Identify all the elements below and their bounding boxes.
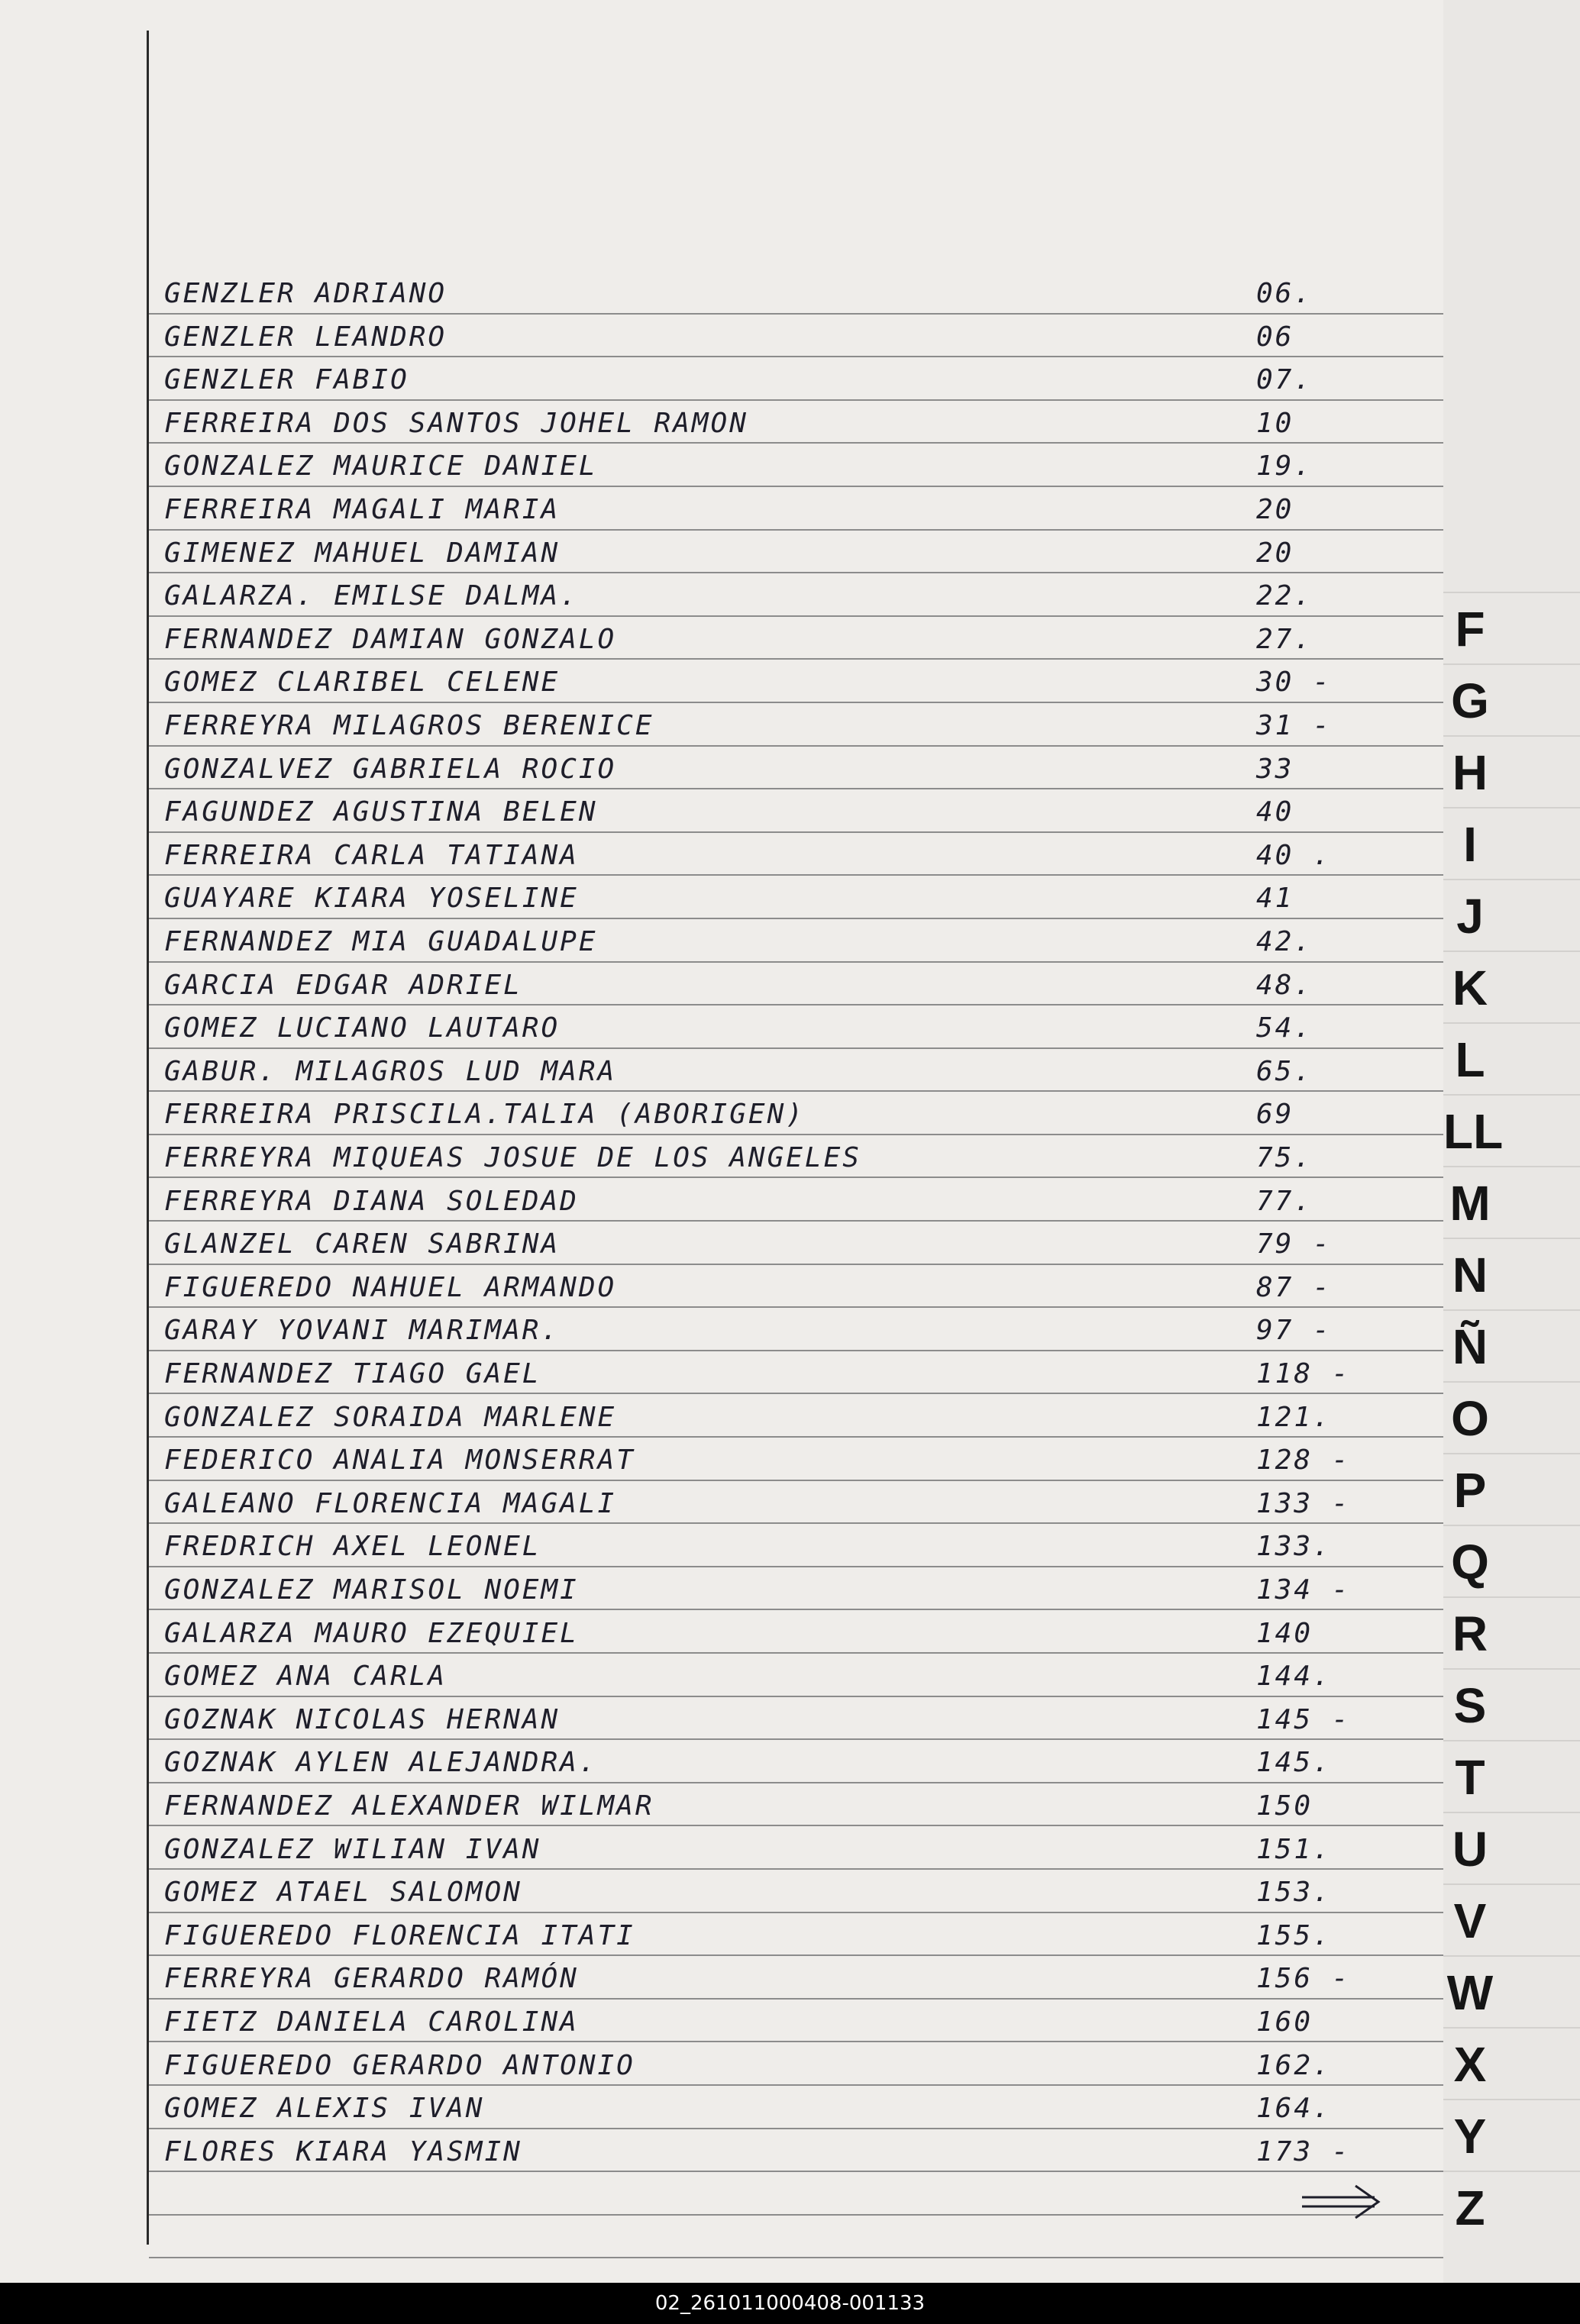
- alphabet-index: [1443, 592, 1580, 2237]
- entry-page-number: 69: [1256, 1099, 1294, 1131]
- entry-page-number: 06.: [1256, 278, 1313, 309]
- entry-name: GALARZA MAURO EZEQUIEL: [164, 1617, 579, 1649]
- entry-name: FERREYRA GERARDO RAMÓN: [164, 1963, 579, 1995]
- entry-name: GONZALEZ SORAIDA MARLENE: [164, 1401, 617, 1433]
- index-tab[interactable]: [1443, 1668, 1580, 1740]
- entry-page-number: 151.: [1256, 1833, 1332, 1865]
- entry-name: FIGUEREDO NAHUEL ARMANDO: [164, 1271, 617, 1303]
- list-item: [0, 617, 1443, 660]
- index-tab-letter: M: [1449, 1176, 1491, 1231]
- index-tab-letter: S: [1453, 1678, 1487, 1733]
- right-arrow-icon: [1298, 2182, 1382, 2220]
- scan-footer: [0, 2283, 1580, 2324]
- entry-page-number: 19.: [1256, 450, 1313, 483]
- list-item: [0, 1783, 1443, 1826]
- list-item: [0, 401, 1443, 444]
- index-tab[interactable]: [1443, 1238, 1580, 1309]
- list-item: [0, 1697, 1443, 1740]
- index-tab[interactable]: [1443, 2099, 1580, 2171]
- index-tab-letter: Y: [1453, 2109, 1487, 2164]
- entry-name: FREDRICH AXEL LEONEL: [164, 1531, 541, 1563]
- entry-name: GOMEZ ATAEL SALOMON: [164, 1877, 522, 1909]
- entry-name: GOMEZ CLARIBEL CELENE: [164, 667, 561, 699]
- index-tab[interactable]: [1443, 807, 1580, 879]
- entry-name: GENZLER LEANDRO: [164, 321, 448, 353]
- entry-name: GOMEZ LUCIANO LAUTARO: [164, 1012, 561, 1044]
- entry-name: GIMENEZ MAHUEL DAMIAN: [164, 537, 561, 569]
- index-tab-letter: X: [1453, 2037, 1487, 2092]
- entry-page-number: 140: [1256, 1617, 1313, 1649]
- entry-page-number: 134 -: [1256, 1574, 1351, 1606]
- list-item: [0, 357, 1443, 400]
- entry-name: FERREIRA MAGALI MARIA: [164, 494, 561, 525]
- entry-name: GALARZA. EMILSE DALMA.: [164, 580, 579, 612]
- entry-page-number: 118 -: [1256, 1358, 1351, 1390]
- index-tab[interactable]: [1443, 1812, 1580, 1883]
- entry-page-number: 27.: [1256, 623, 1313, 655]
- list-item: [0, 1567, 1443, 1610]
- index-tab[interactable]: [1443, 1883, 1580, 1955]
- list-item: [0, 789, 1443, 832]
- entry-name: GONZALEZ MAURICE DANIEL: [164, 450, 598, 483]
- list-item: [0, 1135, 1443, 1178]
- list-item: [0, 747, 1443, 789]
- entry-name: FERREYRA MILAGROS BERENICE: [164, 710, 654, 741]
- list-item: [0, 1308, 1443, 1351]
- entry-name: FERREYRA MIQUEAS JOSUE DE LOS ANGELES: [164, 1142, 861, 1173]
- entry-name: FIETZ DANIELA CAROLINA: [164, 2006, 579, 2038]
- list-item: [0, 2129, 1443, 2172]
- list-item: [0, 1005, 1443, 1048]
- index-tab[interactable]: [1443, 1022, 1580, 1094]
- index-tab-letter: Ñ: [1452, 1319, 1488, 1374]
- list-item: [0, 2000, 1443, 2042]
- entry-name: FERNANDEZ TIAGO GAEL: [164, 1358, 541, 1390]
- entry-page-number: 153.: [1256, 1877, 1332, 1909]
- index-tab-letter: J: [1456, 889, 1484, 944]
- index-tab-letter: K: [1452, 960, 1488, 1015]
- entry-name: FERREYRA DIANA SOLEDAD: [164, 1185, 579, 1217]
- entry-page-number: 22.: [1256, 580, 1313, 612]
- list-item: [0, 573, 1443, 616]
- list-item: [0, 833, 1443, 876]
- index-tab-letter: LL: [1443, 1104, 1504, 1159]
- entry-name: GONZALEZ MARISOL NOEMI: [164, 1574, 579, 1606]
- index-tab-letter: L: [1455, 1032, 1485, 1087]
- entry-page-number: 10: [1256, 407, 1294, 439]
- index-tab[interactable]: [1443, 1094, 1580, 1166]
- list-item: [0, 271, 1443, 314]
- index-tab-letter: U: [1452, 1822, 1488, 1877]
- index-tab-letter: N: [1452, 1248, 1488, 1302]
- index-tab-letter: F: [1455, 602, 1485, 657]
- entry-page-number: 173 -: [1256, 2135, 1351, 2167]
- index-tab[interactable]: [1443, 879, 1580, 951]
- list-item: [0, 1222, 1443, 1264]
- list-item: [0, 531, 1443, 573]
- entry-page-number: 48.: [1256, 969, 1313, 1001]
- entry-page-number: 87 -: [1256, 1271, 1332, 1303]
- list-item: [0, 1265, 1443, 1308]
- entry-page-number: 54.: [1256, 1012, 1313, 1044]
- entry-page-number: 07.: [1256, 364, 1313, 396]
- entry-page-number: 150: [1256, 1790, 1313, 1822]
- index-tab-letter: R: [1452, 1606, 1488, 1661]
- entry-name: GOZNAK NICOLAS HERNAN: [164, 1703, 561, 1735]
- entry-name: FIGUEREDO FLORENCIA ITATI: [164, 1919, 635, 1951]
- entry-page-number: 20: [1256, 537, 1294, 569]
- entry-page-number: 133.: [1256, 1531, 1332, 1563]
- list-item: [0, 703, 1443, 746]
- entry-name: FLORES KIARA YASMIN: [164, 2135, 522, 2167]
- index-tab[interactable]: [1443, 1740, 1580, 1812]
- index-tab-letter: T: [1455, 1750, 1485, 1805]
- index-tab-letter: I: [1463, 817, 1477, 872]
- entry-name: FEDERICO ANALIA MONSERRAT: [164, 1444, 635, 1477]
- entry-page-number: 79 -: [1256, 1228, 1332, 1260]
- entry-name: GENZLER ADRIANO: [164, 278, 448, 309]
- list-item: [0, 1179, 1443, 1222]
- entry-name: FERREIRA DOS SANTOS JOHEL RAMON: [164, 407, 748, 439]
- entry-page-number: 145 -: [1256, 1703, 1351, 1735]
- list-item: [0, 1740, 1443, 1783]
- index-tab-letter: Z: [1455, 2180, 1485, 2235]
- index-tab[interactable]: [1443, 1453, 1580, 1525]
- entry-page-number: 162.: [1256, 2049, 1332, 2081]
- index-tab-letter: Q: [1451, 1535, 1489, 1590]
- index-tab[interactable]: [1443, 951, 1580, 1022]
- index-tab[interactable]: [1443, 1309, 1580, 1381]
- list-item: [0, 1913, 1443, 1956]
- index-tab-letter: G: [1451, 673, 1489, 728]
- index-tab[interactable]: [1443, 1525, 1580, 1596]
- entry-name: GARAY YOVANI MARIMAR.: [164, 1315, 561, 1347]
- entry-name: GOMEZ ALEXIS IVAN: [164, 2093, 485, 2125]
- entry-name: GUAYARE KIARA YOSELINE: [164, 883, 579, 915]
- entry-name: FERNANDEZ DAMIAN GONZALO: [164, 623, 617, 655]
- index-tab-letter: O: [1451, 1391, 1489, 1446]
- list-item: [0, 1438, 1443, 1480]
- index-tab[interactable]: [1443, 663, 1580, 735]
- entry-name: GARCIA EDGAR ADRIEL: [164, 969, 522, 1001]
- index-tab-letter: P: [1453, 1463, 1487, 1518]
- index-tab[interactable]: [1443, 1596, 1580, 1668]
- entry-name: FERREIRA CARLA TATIANA: [164, 839, 579, 871]
- index-tab-letter: H: [1452, 745, 1488, 800]
- index-tab[interactable]: [1443, 2171, 1580, 2242]
- index-tab[interactable]: [1443, 2027, 1580, 2099]
- index-tab[interactable]: [1443, 735, 1580, 807]
- entry-page-number: 40: [1256, 796, 1294, 828]
- entry-page-number: 41: [1256, 883, 1294, 915]
- list-item: [0, 1956, 1443, 1999]
- entry-name: FERREIRA PRISCILA.TALIA (ABORIGEN): [164, 1099, 805, 1131]
- entry-name: GABUR. MILAGROS LUD MARA: [164, 1055, 617, 1087]
- list-item: [0, 1481, 1443, 1524]
- entry-page-number: 06: [1256, 321, 1294, 353]
- entry-name: FIGUEREDO GERARDO ANTONIO: [164, 2049, 635, 2081]
- entry-page-number: 97 -: [1256, 1315, 1332, 1347]
- entry-page-number: 128 -: [1256, 1444, 1351, 1477]
- list-item: [0, 1611, 1443, 1654]
- index-tab[interactable]: [1443, 1381, 1580, 1453]
- entry-name: GLANZEL CAREN SABRINA: [164, 1228, 561, 1260]
- entry-page-number: 42.: [1256, 926, 1313, 957]
- list-item: [0, 2043, 1443, 2086]
- entry-name: FERNANDEZ ALEXANDER WILMAR: [164, 1790, 654, 1822]
- list-item: [0, 1395, 1443, 1438]
- scan-id: 02_261011000408-001133: [654, 2292, 926, 2315]
- entry-page-number: 144.: [1256, 1661, 1332, 1693]
- list-item: [0, 1092, 1443, 1135]
- index-tab-letter: V: [1453, 1893, 1487, 1948]
- list-item: [0, 963, 1443, 1005]
- entry-page-number: 20: [1256, 494, 1294, 525]
- list-item: [0, 1870, 1443, 1912]
- list-item: [0, 487, 1443, 530]
- list-item: [0, 919, 1443, 962]
- entry-name: GALEANO FLORENCIA MAGALI: [164, 1487, 617, 1519]
- entry-page-number: 75.: [1256, 1142, 1313, 1173]
- index-tab[interactable]: [1443, 1955, 1580, 2027]
- list-item: [0, 1827, 1443, 1870]
- entry-name: GENZLER FABIO: [164, 364, 409, 396]
- entry-page-number: 164.: [1256, 2093, 1332, 2125]
- list-item: [0, 444, 1443, 486]
- entry-page-number: 31 -: [1256, 710, 1332, 741]
- entry-name: GOZNAK AYLEN ALEJANDRA.: [164, 1747, 598, 1779]
- list-item: [0, 660, 1443, 702]
- list-item: [0, 1524, 1443, 1567]
- list-item: [0, 315, 1443, 357]
- entry-name: GONZALVEZ GABRIELA ROCIO: [164, 753, 617, 785]
- entry-page-number: 160: [1256, 2006, 1313, 2038]
- list-item: [0, 1351, 1443, 1394]
- entry-page-number: 33: [1256, 753, 1294, 785]
- entry-name: FAGUNDEZ AGUSTINA BELEN: [164, 796, 598, 828]
- entry-page-number: 145.: [1256, 1747, 1332, 1779]
- index-tab[interactable]: [1443, 1166, 1580, 1238]
- list-item: [0, 876, 1443, 918]
- entry-page-number: 121.: [1256, 1401, 1332, 1433]
- index-tab[interactable]: [1443, 592, 1580, 663]
- index-tab-letter: W: [1446, 1965, 1494, 2020]
- entry-page-number: 40 .: [1256, 839, 1332, 871]
- entry-page-number: 133 -: [1256, 1487, 1351, 1519]
- entry-page-number: 77.: [1256, 1185, 1313, 1217]
- list-item: [0, 1654, 1443, 1696]
- list-item: [0, 2086, 1443, 2129]
- entry-page-number: 65.: [1256, 1055, 1313, 1087]
- entry-page-number: 155.: [1256, 1919, 1332, 1951]
- entry-name: GONZALEZ WILIAN IVAN: [164, 1833, 541, 1865]
- entry-name: GOMEZ ANA CARLA: [164, 1661, 448, 1693]
- entry-name: FERNANDEZ MIA GUADALUPE: [164, 926, 598, 957]
- entry-page-number: 30 -: [1256, 667, 1332, 699]
- entry-page-number: 156 -: [1256, 1963, 1351, 1995]
- list-item: [0, 1049, 1443, 1092]
